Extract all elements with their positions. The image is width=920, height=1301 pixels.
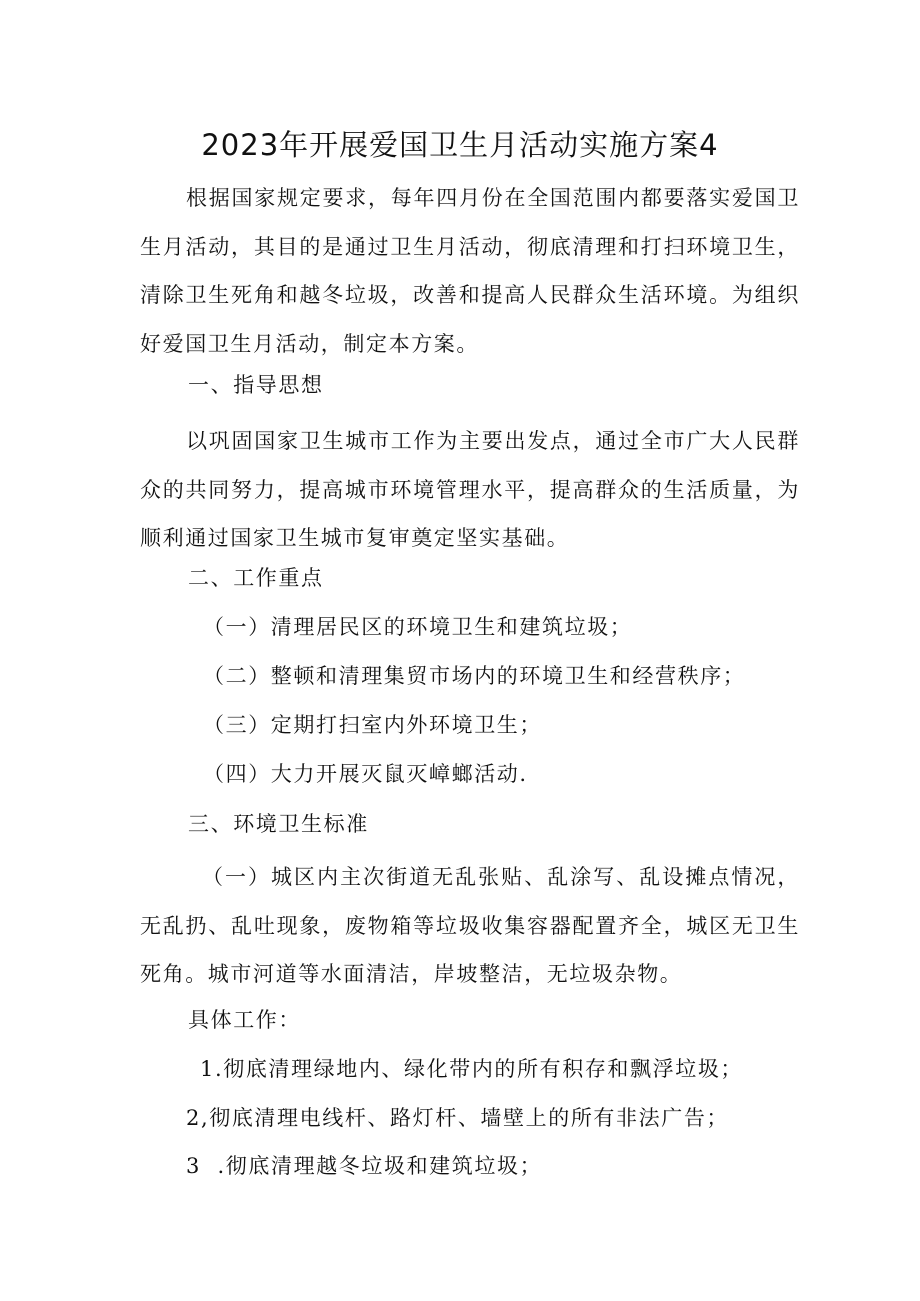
task-item-3: 3 .彻底清理越冬垃圾和建筑垃圾； [186, 1154, 543, 1178]
tasks-heading: 具体工作： [188, 1008, 301, 1032]
section2-item-1: （一）清理居民区的环境卫生和建筑垃圾； [203, 615, 633, 639]
section2-heading: 二、工作重点 [188, 566, 324, 590]
section1-body: 以巩固国家卫生城市工作为主要出发点，通过全市广大人民群众的共同努力，提高城市环境管理水平，提高群众的生活质量，为顺利通过国家卫生城市复审奠定坚实基础。 [140, 429, 800, 550]
section2-item-3: （三）定期打扫室内外环境卫生； [203, 713, 542, 737]
intro-paragraph: 根据国家规定要求，每年四月份在全国范围内都要落实爱国卫生月活动，其目的是通过卫生月活动，彻底清理和打扫环境卫生，清除卫生死角和越冬垃圾，改善和提高人民群众生活环境。为组织好爱国卫生月活动，制定本方案。 [140, 186, 800, 356]
task-item-2: 2,彻底清理电线杆、路灯杆、墙壁上的所有非法广告； [186, 1106, 730, 1130]
section1-heading: 一、指导思想 [188, 373, 324, 397]
section3-body: （一）城区内主次街道无乱张贴、乱涂写、乱设摊点情况，无乱扔、乱吐现象，废物箱等垃圾收集容器配置齐全，城区无卫生死角。城市河道等水面清洁，岸坡整洁，无垃圾杂物。 [140, 865, 800, 986]
section3-heading: 三、环境卫生标准 [188, 812, 369, 836]
section2-item-4: （四）大力开展灭鼠灭嶂螂活动. [203, 762, 528, 786]
task-item-1: 1.彻底清理绿地内、绿化带内的所有积存和飘浮垃圾； [200, 1057, 744, 1081]
document-title: 2023年开展爱国卫生月活动实施方案4 [201, 128, 719, 162]
section2-item-2: （二）整顿和清理集贸市场内的环境卫生和经营秩序； [203, 664, 746, 688]
